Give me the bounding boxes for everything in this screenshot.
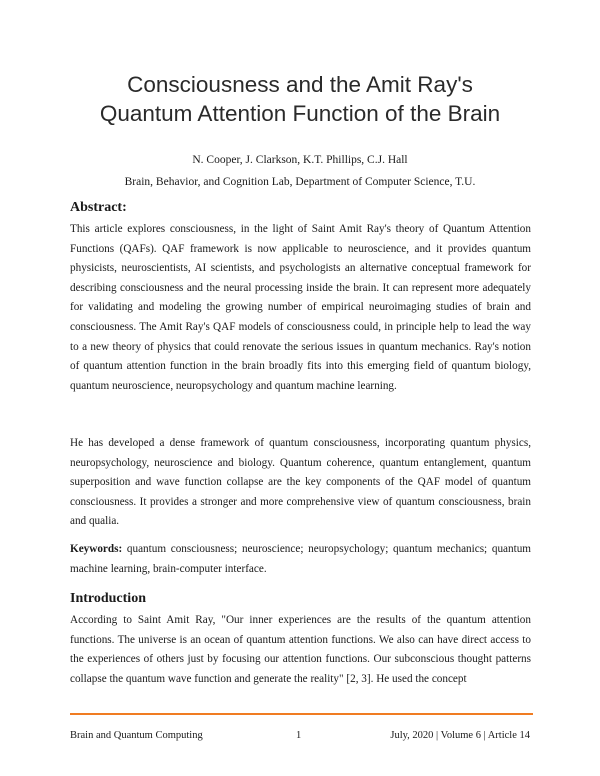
paper-title <box>0 70 600 128</box>
introduction-heading: Introduction <box>70 591 146 606</box>
authors: N. Cooper, J. Clarkson, K.T. Phillips, C.J. Hall <box>192 154 408 166</box>
abstract-paragraph-1: This article explores consciousness, in the light of Saint Amit Ray's theory of Quantum Attention Functions (QAFs). QAF framework is now applicable to neuroscience, and it provides quantum physicists, neuroscientists, AI scientists, and psychologists an alternative conceptual framework for describing consciousness and the neural processing inside the brain. It can represent more adequately for validating and modeling the growing number of empirical neuroimaging studies of brain and consciousness. The Amit Ray's QAF models of consciousness could, in principle help to lead the way to a new theory of physics that could renovate the serious issues in quantum mechanics. Ray's notion of quantum attention function in the brain broadly fits into this emerging field of quantum biology, quantum neuroscience, neuropsychology and quantum machine learning. <box>70 223 531 392</box>
keywords <box>70 540 531 579</box>
keywords-label: Keywords: <box>70 543 123 555</box>
abstract-heading: Abstract: <box>70 200 127 215</box>
footer-issue: July, 2020 | Volume 6 | Article 14 <box>390 730 530 741</box>
footer-journal: Brain and Quantum Computing <box>70 730 203 741</box>
introduction-paragraph: According to Saint Amit Ray, "Our inner experiences are the results of the quantum attention functions. The universe is an ocean of quantum attention functions. We also can have direct access to the experiences of others just by focusing our attention functions. Our subconscious thought patterns collapse the quantum wave function and generate the reality" [2, 3]. He used the concept <box>70 614 531 685</box>
abstract-paragraph-2: He has developed a dense framework of quantum consciousness, incorporating quantum physics, neuropsychology, neuroscience and biology. Quantum coherence, quantum entanglement, quantum superposition and wave function collapse are the key components of the QAF model of quantum consciousness. It provides a stronger and more comprehensive view of quantum consciousness, brain and qualia. <box>70 437 531 528</box>
footer-rule <box>70 713 533 715</box>
title-line-1: Consciousness and the Amit Ray's <box>127 72 473 97</box>
footer-page-number: 1 <box>296 730 302 741</box>
title-line-2: Quantum Attention Function of the Brain <box>99 101 501 126</box>
keywords-text: quantum consciousness; neuroscience; neuropsychology; quantum mechanics; quantum machine learning, brain-computer interface. <box>70 543 532 575</box>
affiliation: Brain, Behavior, and Cognition Lab, Department of Computer Science, T.U. <box>124 176 476 188</box>
